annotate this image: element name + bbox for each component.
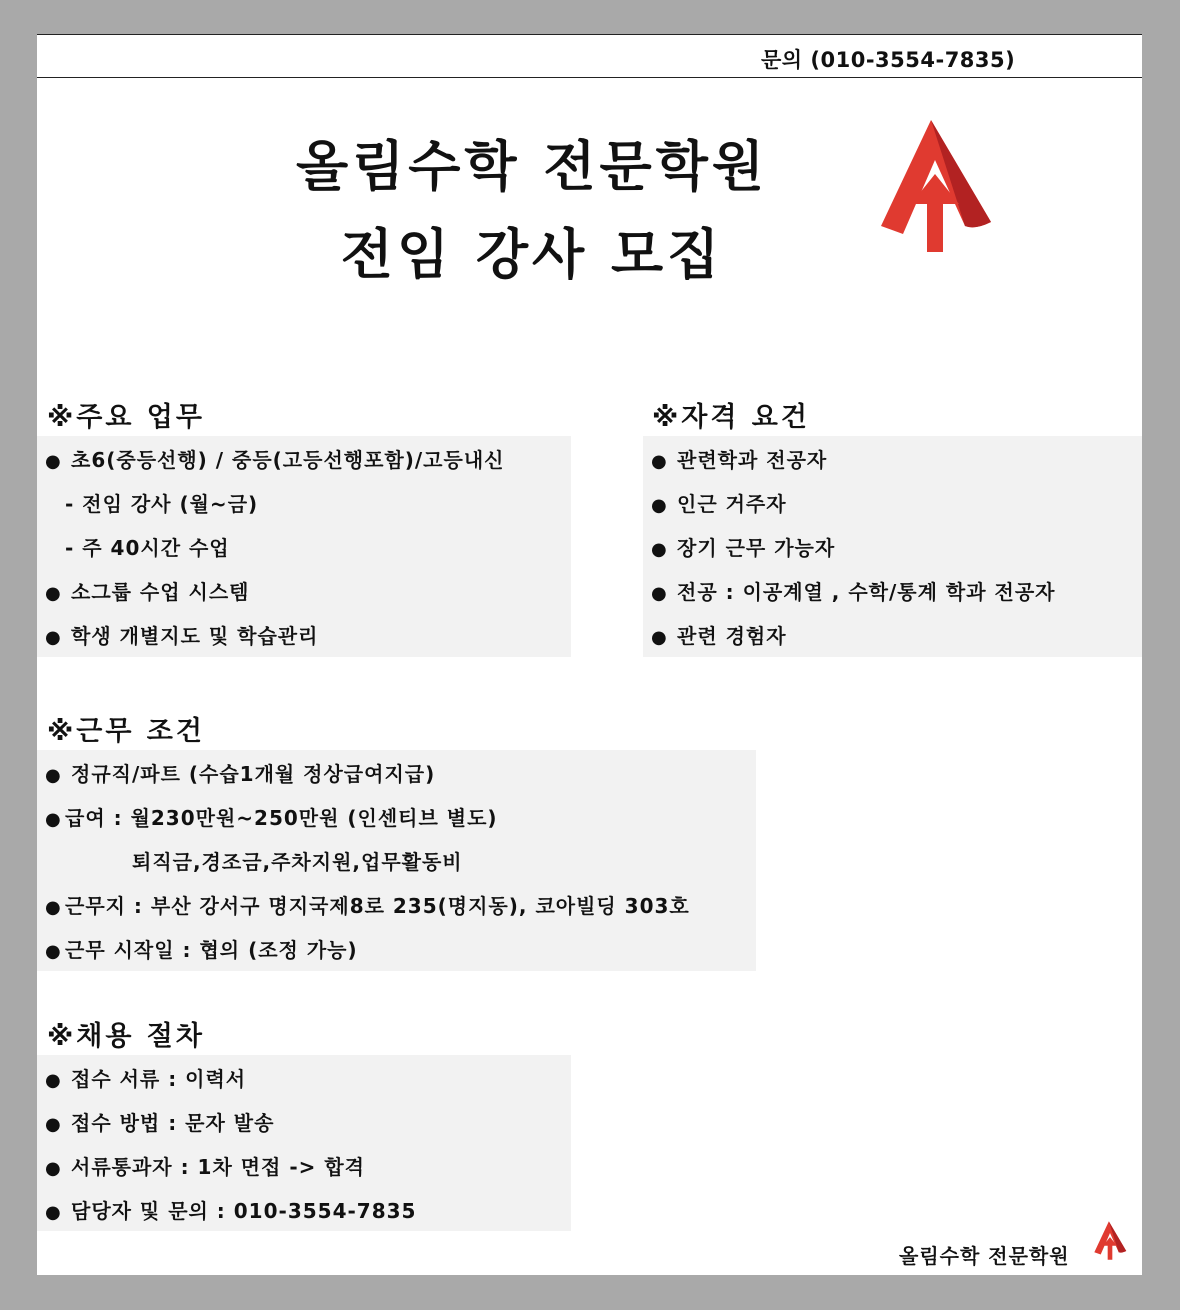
qualification-item-1: ● 관련학과 전공자 (651, 448, 828, 472)
qualification-item-3: ● 장기 근무 가능자 (651, 536, 836, 560)
poster-page (37, 34, 1142, 1275)
condition-item-1: ● 정규직/파트 (수습1개월 정상급여지급) (45, 762, 436, 786)
duties-heading: ※주요 업무 (47, 402, 205, 433)
process-item-4: ● 담당자 및 문의 : 010-3554-7835 (45, 1199, 417, 1223)
top-bar (37, 34, 1142, 78)
title-line-2: 전임 강사 모집 (340, 223, 724, 286)
duty-item-1: ● 초6(중등선행) / 중등(고등선행포함)/고등내신 (45, 448, 505, 472)
duty-item-4: ● 소그룹 수업 시스템 (45, 580, 250, 604)
process-item-1: ● 접수 서류 : 이력서 (45, 1067, 247, 1091)
process-heading: ※채용 절차 (47, 1021, 205, 1052)
condition-item-5: ● 근무 시작일 : 협의 (조정 가능) (45, 938, 358, 962)
duty-item-5: ● 학생 개별지도 및 학습관리 (45, 624, 319, 648)
condition-item-3: 퇴직금,경조금,주차지원,업무활동비 (132, 850, 463, 874)
process-box (37, 1055, 571, 1231)
qualification-item-2: ● 인근 거주자 (651, 492, 787, 516)
condition-item-2: ● 급여 : 월230만원~250만원 (인센티브 별도) (45, 806, 498, 830)
conditions-heading: ※근무 조건 (47, 716, 205, 747)
qualification-item-5: ● 관련 경험자 (651, 624, 787, 648)
process-item-2: ● 접수 방법 : 문자 발송 (45, 1111, 275, 1135)
qualification-item-4: ● 전공 : 이공계열 , 수학/통계 학과 전공자 (651, 580, 1056, 604)
arrow-up-triangle-logo-icon (873, 114, 997, 254)
conditions-box (37, 750, 756, 971)
process-item-3: ● 서류통과자 : 1차 면접 -> 합격 (45, 1155, 365, 1179)
title-line-1: 올림수학 전문학원 (295, 135, 769, 198)
footer-brand: 올림수학 전문학원 (899, 1244, 1070, 1268)
condition-item-4: ● 근무지 : 부산 강서구 명지국제8로 235(명지동), 코아빌딩 303호 (45, 894, 690, 918)
duties-box (37, 436, 571, 657)
contact-text: 문의 (010-3554-7835) (761, 48, 1016, 72)
qualifications-heading: ※자격 요건 (652, 402, 810, 433)
duty-item-2: - 전임 강사 (월~금) (65, 492, 259, 516)
small-arrow-logo-icon (1092, 1219, 1128, 1261)
qualifications-box (643, 436, 1142, 657)
duty-item-3: - 주 40시간 수업 (65, 536, 230, 560)
